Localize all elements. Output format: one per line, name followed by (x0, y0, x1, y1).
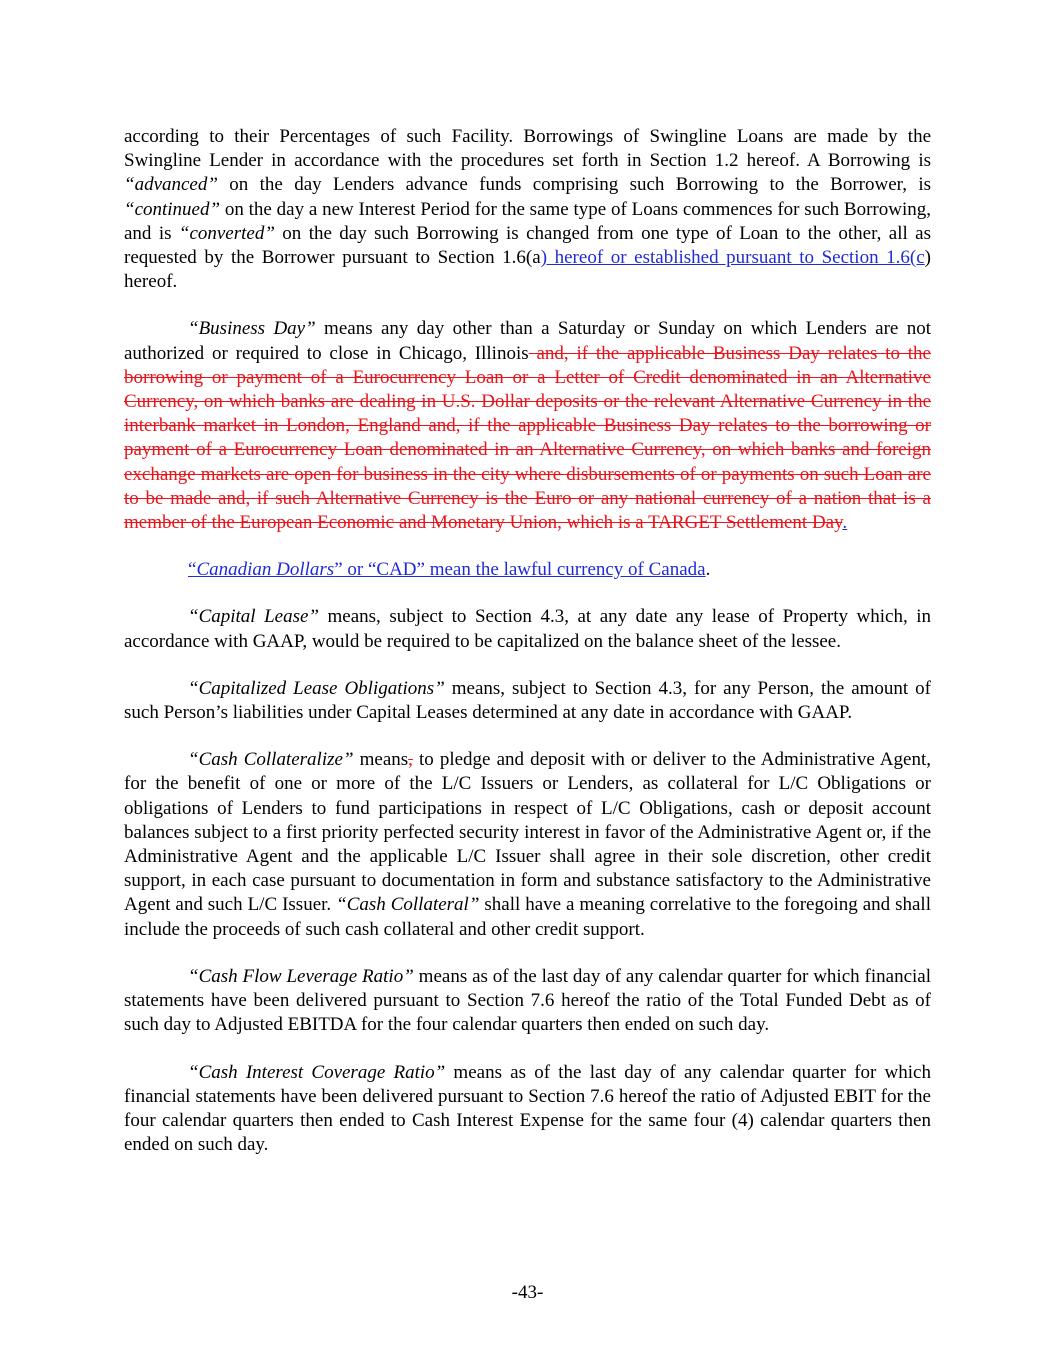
definition-cash-collateralize (124, 748, 931, 942)
definition-text: shall have a meaning correlative to the foregoing and shall include the proceeds of such cash collateral and other credit support. (124, 894, 931, 940)
paragraph-borrowing-continued (124, 125, 931, 294)
definition-text: means as of the last day of any calendar quarter for which financial statements have been delivered pursuant to Section 7.6 hereof the ratio of Adjusted EBIT for the four calendar quarters then ended to Cash Interest Expense for the same four (4) calendar quarters then ended on such day. (124, 1061, 931, 1156)
deleted-text: , (408, 749, 413, 771)
text: on the day Lenders advance funds comprising such Borrowing to the Borrower, is (217, 174, 931, 196)
text: on the day such Borrowing is changed from one type of Loan to the other, all as requested by the Borrower pursuant to Section 1.6(a (124, 222, 931, 269)
defined-term: “Cash Flow Leverage Ratio” (188, 965, 414, 987)
definition-capitalized-lease-obligations (124, 677, 931, 725)
definition-text: to pledge and deposit with or deliver to the Administrative Agent, for the benefit of one or more of the L/C Issuers or Lenders, as collateral for L/C Obligations or obligations of Lenders to fund participations in respect of L/C Obligations, cash or deposit account balances subject to a first priority perfected security interest in favor of the Administrative Agent or, if the Administrative Agent and the applicable L/C Issuer shall agree in their sole discretion, other credit support, in each case pursuant to documentation in form and substance satisfactory to the Administrative Agent and such L/C Issuer. (124, 749, 931, 916)
defined-term: “Capitalized Lease Obligations” (188, 677, 445, 699)
defined-term: Canadian Dollars (196, 559, 335, 581)
page-number: -43- (511, 1282, 544, 1303)
definition-text: ” or “CAD” mean the lawful currency of Canada (334, 559, 706, 581)
definition-cash-flow-leverage-ratio (124, 965, 931, 1038)
text: according to their Percentages of such Facility. Borrowings of Swingline Loans are made by the Swingline Lender in accordance with the procedures set forth in Section 1.2 hereof. A Borrowing is (124, 126, 931, 172)
definition-text: means (353, 749, 409, 771)
defined-term-continued: “continued” (124, 198, 221, 220)
definition-capital-lease (124, 605, 931, 653)
defined-term: “Cash Collateralize” (188, 749, 354, 771)
definition-text: means any day other than a Saturday or Sunday on which Lenders are not authorized or required to close in Chicago, Illinois (124, 318, 931, 364)
inserted-text: . (842, 512, 848, 534)
inserted-text: ) hereof or established pursuant to Section 1.6(c (540, 247, 925, 269)
period: . (705, 559, 711, 581)
definition-canadian-dollars (124, 558, 931, 582)
defined-term-advanced: “advanced” (124, 174, 218, 196)
definition-text: means, subject to Section 4.3, for any Person, the amount of such Person’s liabilities under Capital Leases determined at any date in accordance with GAAP. (124, 677, 931, 724)
defined-term: “Capital Lease” (188, 606, 319, 628)
definition-text: means, subject to Section 4.3, at any date any lease of Property which, in accordance with GAAP, would be required to be capitalized on the balance sheet of the lessee. (124, 606, 931, 652)
definition-cash-interest-coverage-ratio (124, 1061, 931, 1158)
definition-text: means as of the last day of any calendar quarter for which financial statements have been delivered pursuant to Section 7.6 hereof the ratio of the Total Funded Debt as of such day to Adjusted EBITDA for the four calendar quarters then ended on such day. (124, 965, 931, 1036)
deleted-text: and, if the applicable Business Day relates to the borrowing or payment of a Eurocurrency Loan or a Letter of Credit denominated in an Alternative Currency, on which banks are dealing in U.S. Dollar deposits or the relevant Alternative Currency in the interbank market in London, England and, if the applicable Business Day relates to the borrowing or payment of a Eurocurrency Loan denominated in an Alternative Currency, on which banks and foreign exchange markets are open for business in the city where disbursements of or payments on such Loan are to be made and, if such Alternative Currency is the Euro or any national currency of a nation that is a member of the European Economic and Monetary Union, which is a TARGET Settlement Day (124, 342, 931, 534)
text: ) hereof. (124, 247, 931, 293)
defined-term: “Business Day” (188, 318, 316, 340)
document-body (124, 125, 931, 1180)
defined-term-cash-collateral: “Cash Collateral” (336, 894, 480, 916)
inserted-text (188, 559, 706, 580)
definition-business-day (124, 317, 931, 535)
defined-term-converted: “converted” (178, 222, 275, 244)
defined-term: “Cash Interest Coverage Ratio” (188, 1061, 446, 1083)
text: on the day a new Interest Period for the same type of Loans commences for such Borrowing, and is (124, 198, 931, 244)
open-quote: “ (188, 559, 197, 581)
